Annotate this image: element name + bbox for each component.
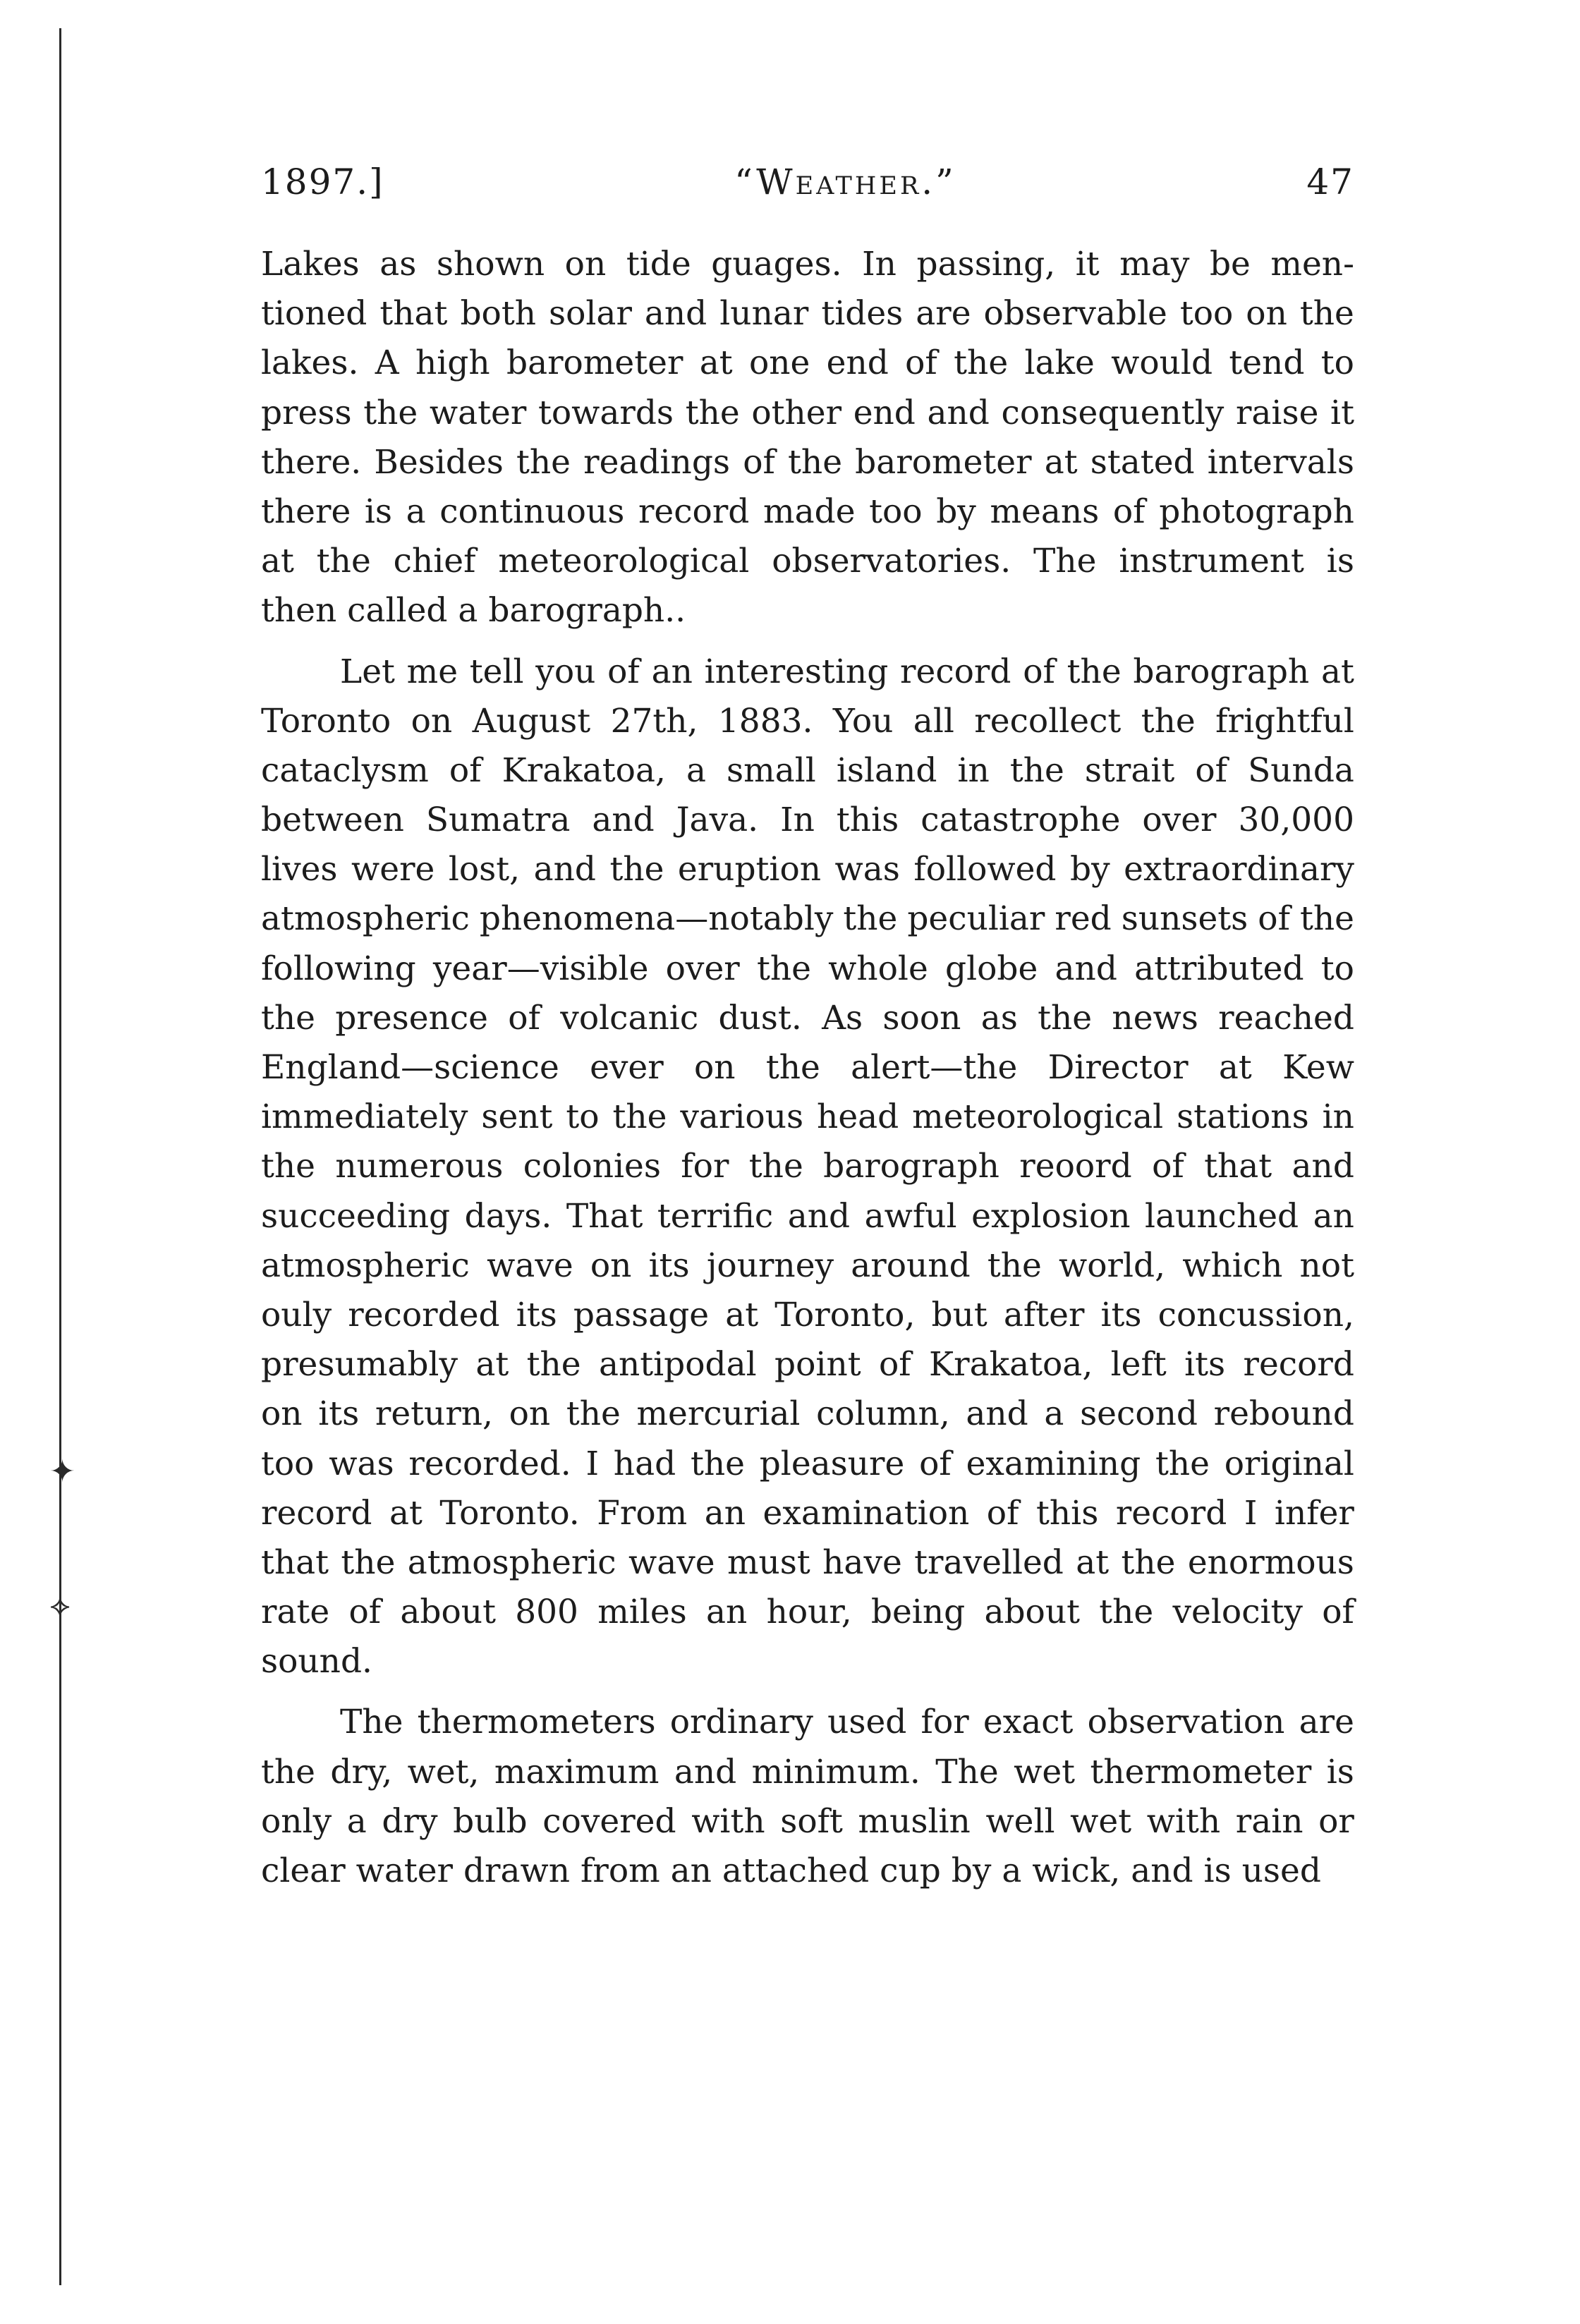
binding-edge <box>59 28 61 2285</box>
text-line: succeeding days. That terrific and awful explosion launched an <box>261 1196 1354 1236</box>
text-line: lakes. A high barometer at one end of the lake would tend to <box>261 343 1354 383</box>
text-line: following year—visible over the whole globe and attributed to <box>261 949 1354 988</box>
book-page <box>261 161 1354 1896</box>
text-line: England—science ever on the alert—the Director at Kew <box>261 1048 1354 1087</box>
text-line: cataclysm of Krakatoa, a small island in the strait of Sunda <box>261 750 1354 790</box>
body-text <box>261 240 1354 1896</box>
paragraph <box>261 647 1354 1687</box>
text-line: then called a barograph.. <box>261 591 686 631</box>
text-line: only a dry bulb covered with soft muslin well wet with rain or <box>261 1801 1354 1841</box>
text-line: The thermometers ordinary used for exact observation are <box>340 1703 1354 1742</box>
binding-mark: ⟡ <box>49 1588 71 1624</box>
text-line: presumably at the antipodal point of Krakatoa, left its record <box>261 1345 1354 1385</box>
text-line: Toronto on August 27th, 1883. You all recollect the frightful <box>261 701 1354 741</box>
text-line: record at Toronto. From an examination of this record I infer <box>261 1493 1354 1533</box>
header-year: 1897.] <box>261 162 384 202</box>
header-title: “Weather.” <box>734 162 956 202</box>
text-line: on its return, on the mercurial column, and a second rebound <box>261 1394 1354 1434</box>
text-line: immediately sent to the various head meteorological stations in <box>261 1097 1354 1137</box>
binding-mark: ✦ <box>49 1454 75 1490</box>
text-line: atmospheric phenomena—notably the peculiar red sunsets of the <box>261 899 1354 939</box>
text-line: too was recorded. I had the pleasure of examining the original <box>261 1444 1354 1483</box>
text-line: clear water drawn from an attached cup by a wick, and is used <box>261 1851 1321 1890</box>
text-line: between Sumatra and Java. In this catastrophe over 30,000 <box>261 801 1354 840</box>
running-head <box>261 161 1354 203</box>
text-line: tioned that both solar and lunar tides are observable too on the <box>261 294 1354 334</box>
page-number: 47 <box>1306 162 1354 202</box>
text-line: Lakes as shown on tide guages. In passing, it may be men- <box>261 245 1354 284</box>
text-line: rate of about 800 miles an hour, being about the velocity of <box>261 1593 1354 1632</box>
text-line: Let me tell you of an interesting record of the barograph at <box>340 652 1354 691</box>
text-line: at the chief meteorological observatories. The instrument is <box>261 542 1354 581</box>
paragraph <box>261 1698 1354 1896</box>
text-line: the dry, wet, maximum and minimum. The wet thermometer is <box>261 1752 1354 1791</box>
text-line: sound. <box>261 1642 372 1681</box>
text-line: that the atmospheric wave must have travelled at the enormous <box>261 1543 1354 1582</box>
text-line: there. Besides the readings of the barometer at stated intervals <box>261 442 1354 482</box>
text-line: atmospheric wave on its journey around the world, which not <box>261 1246 1354 1285</box>
paragraph <box>261 240 1354 636</box>
text-line: ouly recorded its passage at Toronto, but after its concussion, <box>261 1295 1354 1334</box>
text-line: the presence of volcanic dust. As soon as the news reached <box>261 998 1354 1038</box>
text-line: the numerous colonies for the barograph reoord of that and <box>261 1147 1354 1186</box>
text-line: press the water towards the other end and consequently raise it <box>261 393 1354 432</box>
text-line: there is a continuous record made too by means of photograph <box>261 492 1354 531</box>
text-line: lives were lost, and the eruption was followed by extraordinary <box>261 850 1354 889</box>
